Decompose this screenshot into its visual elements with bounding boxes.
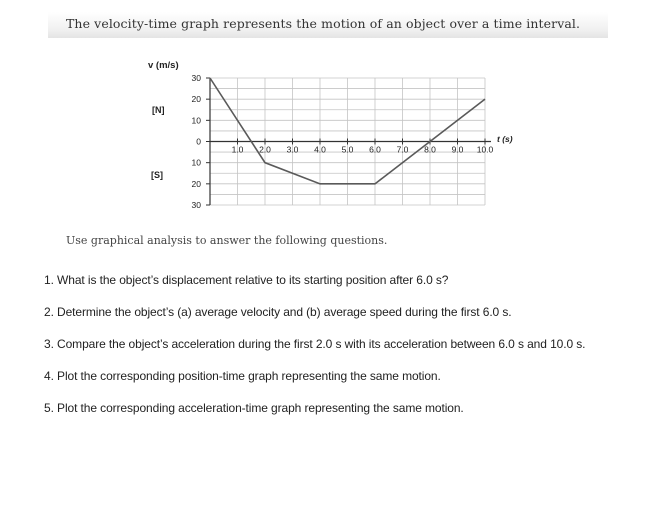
question-item-2: 2. Determine the object’s (a) average velocity and (b) average speed during the first 6.0 s.: [44, 305, 512, 319]
x-axis-label: t (s): [497, 134, 513, 144]
x-tick-label: 8.0: [424, 144, 436, 155]
north-direction-label: [N]: [152, 105, 165, 115]
y-axis-label: v (m/s): [148, 60, 179, 71]
question-item-1: 1. What is the object’s displacement relative to its starting position after 6.0 s?: [44, 273, 449, 287]
question-item-5: 5. Plot the corresponding acceleration-time graph representing the same motion.: [44, 401, 464, 415]
x-tick-label: 7.0: [396, 144, 409, 155]
x-tick-label: 1.0: [231, 144, 244, 155]
x-tick-label: 10.0: [476, 144, 494, 155]
y-tick-label: 10: [191, 115, 201, 126]
y-tick-label: 20: [191, 94, 201, 105]
y-tick-label: 30: [191, 73, 201, 83]
x-tick-label: 9.0: [451, 144, 464, 155]
x-tick-label: 2.0: [259, 144, 271, 155]
x-tick-label: 4.0: [314, 144, 326, 155]
y-tick-label: 20: [191, 178, 201, 189]
south-direction-label: [S]: [151, 170, 163, 180]
y-tick-label: 30: [191, 200, 201, 210]
x-tick-label: 3.0: [286, 144, 299, 155]
y-tick-label: 0: [196, 136, 201, 147]
y-tick-label: 10: [191, 157, 201, 168]
question-list: [44, 272, 604, 432]
x-tick-label: 5.0: [341, 144, 354, 155]
instructions-text: Use graphical analysis to answer the following questions.: [66, 234, 388, 247]
question-item-4: 4. Plot the corresponding position-time graph representing the same motion.: [44, 369, 441, 383]
x-tick-label: 6.0: [369, 144, 381, 155]
page-title: The velocity-time graph represents the motion of an object over a time interval.: [66, 16, 581, 31]
question-item-3: 3. Compare the object’s acceleration during the first 2.0 s with its acceleration between 6.0 s and 10.0 s.: [44, 337, 586, 351]
